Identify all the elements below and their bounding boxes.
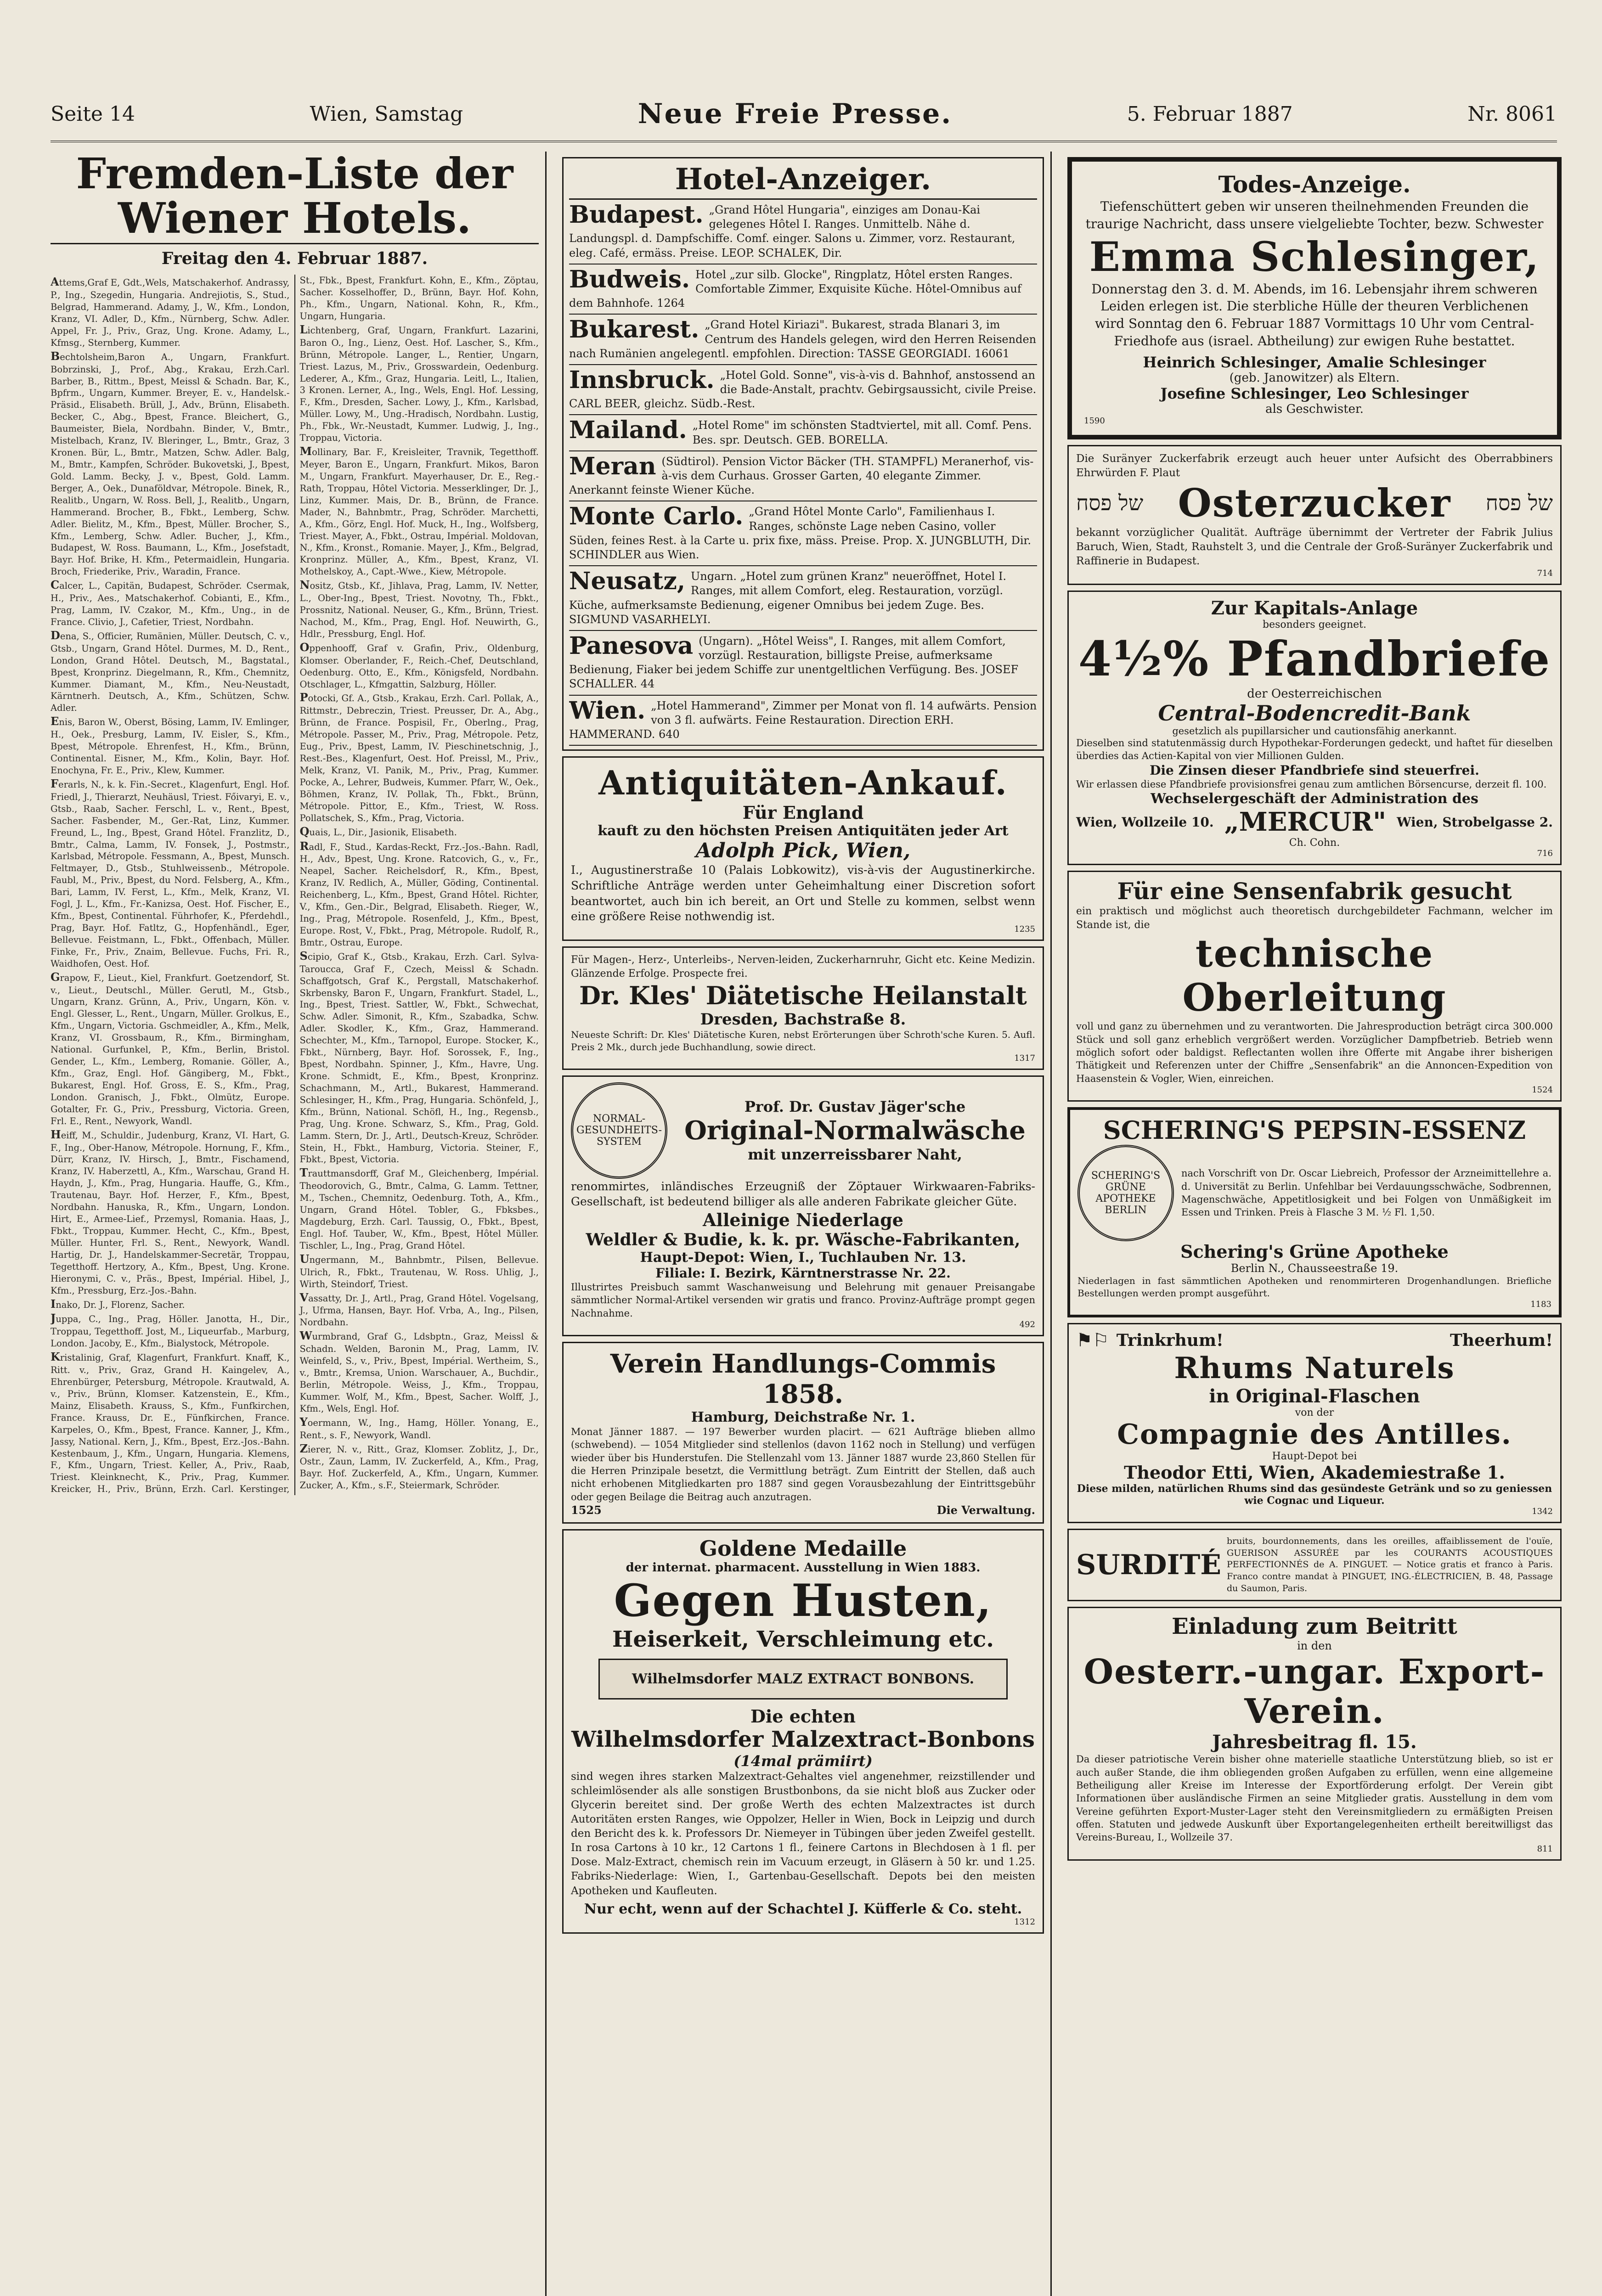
section-text: eiff, M., Schuldir., Judenburg, Kranz, VI. Hart, G. F., Ing., Ober-Hanow, Métropole. Hornung, F., Kfm., Dürr, Kranz, IV. Hirsch, J., Bmtr., Fischamend, Kranz, IV. Haberzettl, A., Kfm., Warschau, Grand H. Haydn, J., Kfm., Prag, Hungaria. Hauffe, G., Kfm., Trautenau, Bayr. Hof. Herzer, F., Kfm., Bpest, Nordbahn. Hanuska, R., Kfm., Ungarn, London. Hirt, E., Armee-Lief., Przemysl, Romania. Haas, J., Fbkt., Troppau, Kummer. Hecht, C., Kfm., Bpest, Müller. Hunter, Frl. S., Rent., Newyork, Wandl. Hartig, Dr. J., Handelskammer-Secretär, Troppau, Tegetthoff. Hertzory, A., Kfm., Bpest, Ung. Krone. Hieronymi, C. v., Präs., Bpest, Impérial. Hibel, J., Kfm., Pressburg, Erz.-Jos.-Bahn.	[51, 1130, 290, 1296]
section-letter: Y	[299, 1415, 308, 1429]
guest-list-section	[300, 1328, 539, 1414]
guest-list-date: Freitag den 4. Februar 1887.	[161, 249, 428, 269]
pfandbriefe-sub: besonders geeignet.	[1263, 619, 1366, 631]
guest-list-section	[300, 1290, 539, 1329]
hotel-description: Hotel „zur silb. Glocke", Ringplatz, Hôtel ersten Ranges. Comfortable Zimmer, Exquisite Küche. Hôtel-Omnibus auf dem Bahnhofe. 1264	[569, 268, 1021, 310]
pepsin-pharmacy: Schering's Grüne Apotheke	[1180, 1241, 1449, 1262]
section-letter: H	[51, 1127, 61, 1141]
antiquities-number: 1235	[1014, 924, 1035, 934]
section-letter: O	[299, 640, 310, 654]
normal-depot: Haupt-Depot: Wien, I., Tuchlauben Nr. 13.	[640, 1249, 966, 1266]
bonbons-lead: Die echten	[750, 1706, 856, 1727]
pepsin-text: nach Vorschrift von Dr. Oscar Liebreich, Professor der Arzneimittellehre a. d. Universität zu Berlin. Unfehlbar bei Verdauungsschwäche, Sodbrennen, Magenschwäche, Appetitlosigkeit und bei Folgen von Unmäßigkeit im Essen und Trinken. Preis à Flasche 3 M. ½ Fl. 1,50.	[1181, 1168, 1551, 1218]
scythe-title: technische Oberleitung	[1182, 932, 1447, 1020]
guest-list-section	[51, 970, 290, 1127]
pfandbriefe-note: gesetzlich als pupillarsicher und cautionsfähig anerkannt.	[1172, 726, 1457, 737]
guest-list-section	[51, 777, 290, 970]
hotel-entry	[569, 566, 1037, 631]
scythe-number: 1524	[1532, 1085, 1553, 1095]
section-text: ngermann, M., Bahnbmtr., Pilsen, Bellevue. Ulrich, R., Fbkt., Trautenau, W. Ross. Uhlig, J., Wirth, Steindorf, Triest.	[299, 1254, 539, 1289]
crossed-flags-icon: ⚑⚐	[1076, 1330, 1109, 1351]
bonbons-text: sind wegen ihres starken Malzextract-Gehaltes viel angenehmer, reizstillender und schleimlösender als alle sonstigen Brustbonbons, da sie nicht bloß aus Zucker oder Glycerin bereitet sind. Der große Werth des echten Malzextractes ist durch Autoritäten ersten Ranges, wie Oppolzer, Heller in Wien, Bock in Leipzig und durch den Bericht des k. k. Professors Dr. Niemeyer in Tübingen über jeden Zweifel gestellt. In rosa Cartons à 10 kr., 12 Cartons 1 fl., feinere Cartons in Blechdosen à 1 fl. per Dose. Malz-Extract, chemisch rein im Vacuum erzeugt, in Gläsern à 50 kr. und 1.25. Fabriks-Niederlage: Wien, I., Gartenbau-Gesellschaft. Depots bei den meisten Apotheken und Kaufleuten.	[571, 1771, 1035, 1897]
section-letter: Q	[299, 824, 310, 838]
surdite-text: bruits, bourdonnements, dans les oreilles, affaiblissement de l'ouïe, GUERISON ASSURÉE par les COURANTS ACOUSTIQUES PERFECTIONNÉS de A. PINGUET. — Notice gratis et franco à Paris. Franco contre mandat à PINGUET, ING.-ÉLECTRICIEN, B. 48, Passage du Saumon, Paris.	[1227, 1536, 1553, 1593]
bonbons-title: Gegen Husten,	[614, 1575, 993, 1627]
pfandbriefe-owner: Ch. Cohn.	[1289, 837, 1340, 849]
parents: Heinrich Schlesinger, Amalie Schlesinger	[1143, 353, 1486, 371]
pfandbriefe-rate: 4½% Pfandbriefe	[1078, 630, 1551, 687]
hotel-city: Monte Carlo.	[569, 502, 744, 531]
guest-list-section	[300, 578, 539, 640]
rhums-company: Compagnie des Antilles.	[1117, 1418, 1512, 1451]
section-text: ichtenberg, Graf, Ungarn, Frankfurt. Lazarini, Baron O., Ing., Lienz, Oest. Hof. Lascher, S., Kfm., Brünn, Métropole. Langer, L., Rentier, Ungarn, Triest. Lazus, M., Priv., Grosswardein, Oedenburg. Lederer, A., Kfm., Graz, Hungaria. Leitl, L., Italien, 3 Kronen. Lerner, A., Ing., Wels, Engl. Hof. Lessing, F., Kfm., Dresden, Sacher. Lowy, J., Kfm., Karlsbad, Müller. Lowy, M., Ung.-Hradisch, Nordbahn. Lustig, Ph., Fbk., Wr.-Neustadt, Kummer. Ludwig, J., Ing., Troppau, Victoria.	[299, 325, 539, 444]
hotel-entry	[569, 501, 1037, 566]
section-text: ppenhooff, Graf v. Grafin, Priv., Oldenburg, Klomser. Oberlander, F., Reich.-Chef, Deutschland, Oedenburg. Otto, E., Kfm., Königsfeld, Nordbahn. Otschlager, L., Kfmgattin, Salzburg, Höller.	[299, 642, 539, 690]
section-text: echtolsheim,Baron A., Ungarn, Frankfurt. Bobrzinski, J., Prof., Abg., Krakau, Erzh.Carl. Barber, B., Rittm., Bpest, Meissl & Schadn. Bar, K., Bpfrm., Ungarn, Kummer. Breyer, E. v., Handelsk.-Präsid., Elisabeth. Brüll, J., Adv., Brünn, Elisabeth. Becker, C., Abg., Bpest, France. Bleichert, G., Baumeister, Biela, Nordbahn. Binder, V., Bmtr., Mistelbach, Kranz, IV. Bleringer, L., Bmtr., Graz, 3 Kronen. Bür, L., Bmtr., Matzen, Schw. Adler. Balg, M., Bmtr., Kampfen, Schröder. Bukovetski, J., Bpest, Gold. Lamm. Becky, J. v., Bpest, Gold. Lamm. Berger, A., Oek., Dunaföldvar, Métropole. Binek, R., Realitb., Ungarn, W. Ross. Bell, J., Realitb., Ungarn, Hammerand. Brocher, B., Fbkt., Lemberg, Schw. Adler. Bielitz, M., Kfm., Bpest, Müller. Brocher, S., Kfm., Lemberg, Schw. Adler. Bucher, J., Kfm., Budapest, W. Ross. Baumann, L., Kfm., Josefstadt, Bayr. Hof. Brike, H. Kfm., Petermaidlein, Hungaria. Broch, Friederike, Priv., Waradin, France.	[51, 351, 290, 577]
issue-date: 5. Februar 1887	[1127, 102, 1293, 126]
guest-list-section	[300, 1252, 539, 1290]
hebrew-left: של פסח	[1076, 490, 1144, 516]
pepsin-emblem	[1077, 1145, 1174, 1241]
bonbons-subtitle: Heiserkeit, Verschleimung etc.	[612, 1626, 994, 1653]
guest-list-section	[300, 1165, 539, 1251]
hotel-entry	[569, 365, 1037, 416]
mercur-name: „MERCUR"	[1224, 807, 1387, 838]
rhums-title: Rhums Naturels	[1174, 1351, 1455, 1386]
emblem-text: NORMAL-GESUNDHEITS-SYSTEM	[576, 1113, 662, 1148]
heilanstalt-city: Dresden, Bachstraße 8.	[700, 1010, 906, 1029]
death-notice-number: 1590	[1084, 416, 1105, 426]
bonbons-number: 1312	[1014, 1917, 1035, 1927]
antiquities-text: I., Augustinerstraße 10 (Palais Lobkowitz), vis-à-vis der Augustinerkirche. Schriftliche Anträge werden unter Geheimhaltung einer Discretion sofort beantwortet, auch bin ich bereit, an Ort und Stelle zu kommen, selbst wenn eine größere Reise nothwendig ist.	[571, 863, 1035, 923]
normal-subtitle: mit unzerreissbarer Naht,	[748, 1145, 962, 1163]
hotel-description: (Südtirol). Pension Victor Bäcker (TH. STAMPFL) Meranerhof, vis-à-vis dem Curhaus. Grosser Garten, 40 elegante Zimmer. Anerkannt feinste Wiener Küche.	[569, 455, 1034, 497]
hotel-city: Mailand.	[569, 416, 687, 445]
section-text: uais, L., Dir., Jasionik, Elisabeth.	[309, 827, 457, 838]
antiquities-lead: kauft zu den höchsten Preisen Antiquitäten jeder Art	[598, 823, 1009, 839]
section-text: rapow, F., Lieut., Kiel, Frankfurt. Goetzendorf, St. v., Lieut., Deutschl., Müller. Gerutl, M., Gtsb., Ungarn, Kranz. Grünn, A., Priv., Ungarn, Kön. v. Engl. Glesser, L., Rent., Ungarn, Müller. Grolkus, E., Kfm., Ungarn, Victoria. Gschmeidler, A., Kfm., Melk, Kranz, VI. Grossbaum, R., Kfm., Birmingham, National. Gurfunkel, P., Kfm., Berlin, Bristol. Gender, L., Kfm., Lemberg, Romanie. Göller, A., Kfm., Graz, Engl. Hof. Gängiberg, M., Fbkt., Bukarest, Engl. Hof. Gross, E. S., Kfm., Prag, London. Granisch, J., Fbkt., Olmütz, Europe. Gotalter, Fr. G., Priv., Pressburg, Victoria. Green, Frl. E., Rent., Newyork, Wandl.	[51, 972, 290, 1126]
section-letter: L	[299, 322, 308, 336]
bonbon-box-illustration	[598, 1659, 1008, 1699]
pfandbriefe-ad	[1067, 591, 1562, 865]
section-letter: K	[51, 1350, 60, 1364]
hotel-city: Panesova	[569, 631, 694, 660]
section-letter: T	[299, 1166, 308, 1180]
middle-column	[556, 152, 1052, 2296]
normal-footer: Illustrirtes Preisbuch sammt Waschanweisung und Belehrung mit genauer Preisangabe sämmtlicher Normal-Artikel versenden wir gratis und franco. Provinz-Aufträge prompt gegen Nachnahme.	[571, 1282, 1035, 1319]
bonbons-ad	[562, 1529, 1044, 1933]
guest-list-section	[300, 690, 539, 824]
pfandbriefe-issuer: Central-Bodencredit-Bank	[1158, 701, 1471, 726]
pfandbriefe-office: Wechselergeschäft der Administration des	[1151, 791, 1478, 807]
bonbons-medal: Goldene Medaille	[699, 1536, 907, 1561]
export-ad	[1067, 1607, 1562, 1860]
section-letter: U	[299, 1252, 310, 1266]
pfandbriefe-tax: Die Zinsen dieser Pfandbriefe sind steuerfrei.	[1150, 762, 1479, 778]
rhums-note: Diese milden, natürlichen Rhums sind das gesündeste Getränk und so zu geniessen wie Cognac und Liqueur.	[1077, 1483, 1552, 1507]
hotel-description: „Grand Hotel Kiriazi". Bukarest, strada Blanari 3, im Centrum des Handels gelegen, wird den Herren Reisenden nach Rumänien angelegentl. empfohlen. Direction: TASSE GEORGIADI. 16061	[569, 318, 1037, 360]
section-letter: S	[299, 949, 308, 962]
verein-city: Hamburg, Deichstraße Nr. 1.	[691, 1409, 915, 1426]
scythe-lead: ein praktisch und möglichst auch theoretisch durchgebildeter Fachmann, welcher im Stande ist, die	[1076, 906, 1553, 931]
hotel-guest-list	[51, 152, 547, 2296]
rhums-from: von der	[1295, 1407, 1334, 1419]
normal-text: renommirtes, inländisches Erzeugniß der Zöptauer Wirkwaaren-Fabriks-Gesellschaft, ist bedeutend billiger als alle anderen Fabrikate gleicher Güte.	[571, 1179, 1035, 1209]
guest-list-section	[300, 949, 539, 1166]
hotel-city: Neusatz,	[569, 567, 686, 596]
normal-system-emblem	[571, 1082, 667, 1179]
export-head: Einladung zum Beitritt	[1172, 1614, 1457, 1640]
guest-list-section	[300, 1441, 539, 1492]
guest-list-section	[300, 640, 539, 691]
guest-list-section	[51, 1127, 290, 1297]
parents-note: (geb. Janowitzer) als Eltern.	[1229, 371, 1400, 385]
hotel-entry	[569, 696, 1037, 746]
section-text: otocki, Gf. A., Gtsb., Krakau, Erzh. Carl. Pollak, A., Rittmstr., Debreczin, Triest. Preusser, Dr. A., Abg., Brünn, de France. Pospisil, Fr., Oberlng., Prag, Métropole. Passer, M., Priv., Prag, Métropole. Petz, Eug., Priv., Bpest, Lamm, IV. Pieschinetschnig, J., Rest.-Bes., Klagenfurt, Oest. Hof. Preissl, M., Priv., Melk, Kranz, VI. Panik, M., Priv., Prag, Kummer. Pocke, A., Lehrer, Budweis, Kummer. Pfarr, W., Oek., Böhmen, Kranz, IV. Pollak, Th., Fbkt., Brünn, Métropole. Pittor, E., Kfm., Triest, W. Ross. Pollatschek, S., Kfm., Prag, Victoria.	[299, 693, 539, 823]
verein-signature: Die Verwaltung.	[936, 1503, 1035, 1517]
scythe-head: Für eine Sensenfabrik gesucht	[1117, 878, 1512, 905]
normal-company: Weldler & Budie, k. k. pr. Wäsche-Fabrikanten,	[586, 1230, 1021, 1250]
siblings-note: als Geschwister.	[1265, 402, 1364, 416]
hotel-entry	[569, 631, 1037, 696]
surdite-ad	[1067, 1529, 1562, 1601]
hotel-entry	[569, 200, 1037, 264]
guest-list-section	[300, 1415, 539, 1441]
guest-list-section	[300, 322, 539, 444]
section-text: urmbrand, Graf G., Ldsbptn., Graz, Meissl & Schadn. Welden, Baronin M., Prag, Lamm, IV. Weinfeld, S., v., Priv., Bpest, Impérial. Wertheim, S., v., Bmtr., Kremsa, Union. Warschauer, A., Buchdir., Berlin, Métropole. Weiss, J., Kfm., Troppau, Kummer. Wolf, M., Kfm., Bpest, Sacher. Wolff, J., Kfm., Wels, Engl. Hof.	[299, 1331, 539, 1414]
hotel-description: (Ungarn). „Hôtel Weiss", I. Ranges, mit allem Comfort, vorzügl. Restauration, billigste Preise, aufmerksame Bedienung, Fiaker bei jedem Schiffe zur unentgeltlichen Verfügung. Bes. JOSEF SCHALLER. 44	[569, 634, 1019, 691]
section-letter: M	[299, 445, 312, 458]
guest-list-section	[300, 839, 539, 949]
rhums-number: 1342	[1532, 1507, 1553, 1517]
pfandbriefe-offer: Wir erlassen diese Pfandbriefe provisionsfrei genau zum amtlichen Börsencurse, derzeit fl. 100.	[1076, 778, 1547, 790]
scythe-text: voll und ganz zu übernehmen und zu verantworten. Die Jahresproduction beträgt circa 300.000 Stück und soll ganz erheblich vergrößert werden. Vorzüglicher Dampfbetrieb. Betrieb wenn möglich sofort oder baldigst. Reflectanten wollen ihre Offerte mit Angabe ihrer bisherigen Thätigkeit und Referenzen unter der Chiffre „Sensenfabrik" an die Annoncen-Expedition von Haasenstein & Vogler, Wien, einreichen.	[1076, 1021, 1553, 1084]
guest-list-title: Fremden-Liste der Wiener Hotels.	[51, 152, 539, 244]
section-letter: I	[51, 1297, 56, 1311]
section-letter: R	[299, 839, 309, 853]
section-text: nako, Dr. J., Florenz, Sacher.	[56, 1299, 185, 1310]
guest-list-section	[51, 275, 290, 349]
verein-title: Verein Handlungs-Commis 1858.	[610, 1349, 996, 1410]
bonbon-box-label: Wilhelmsdorfer MALZ EXTRACT BONBONS.	[632, 1671, 975, 1688]
place-day: Wien, Samstag	[310, 102, 463, 126]
section-text: rauttmansdorff, Graf M., Gleichenberg, Impérial. Theodorovich, G., Bmtr., Calma, G. Lamm. Tettner, M., Tschen., Chemnitz, Oedenburg. Toth, A., Kfm., Ungarn, Grand Hôtel. Tobler, G., Fbksbes., Magdeburg, Erzh. Carl. Taussig, O., Fbkt., Bpest, Engl. Hof. Tauber, W., Kfm., Bpest, Hôtel Müller. Tischler, L., Ing., Prag, Grand Hôtel.	[299, 1168, 539, 1251]
section-letter: V	[299, 1290, 309, 1304]
antiquities-title: Antiquitäten-Ankauf.	[598, 763, 1008, 803]
export-fee: Jahresbeitrag fl. 15.	[1212, 1731, 1417, 1753]
normal-underwear-ad	[562, 1075, 1044, 1337]
pfandbriefe-text: Dieselben sind statutenmässig durch Hypothekar-Forderungen gedeckt, und haftet für dieselben überdies das Actien-Kapital von vier Millionen Gulden.	[1076, 737, 1553, 762]
rhums-left: Trinkrhum!	[1116, 1331, 1224, 1351]
verein-ad	[562, 1342, 1044, 1524]
siblings: Josefine Schlesinger, Leo Schlesinger	[1160, 384, 1469, 402]
death-notice-title: Todes-Anzeige.	[1218, 171, 1411, 198]
hotel-entries	[569, 200, 1037, 746]
section-text: cipio, Graf K., Gtsb., Krakau, Erzh. Carl. Sylva-Taroucca, Graf F., Czech, Meissl & Schadn. Schaffgotsch, Graf K., Pergstall, Matschakerhof. Skrbensky, Baron F., Ungarn, Frankfurt. Stadel, L., Ing., Bpest, Triest. Sattler, W., Fbkt., Schwechat, Schw. Adler. Simonit, R., Kfm., Szabadka, Schw. Adler. Skodler, K., Kfm., Graz, Hammerand. Schechter, M., Kfm., Tarnopol, Europe. Stocker, K., Fbkt., Nürnberg, Bayr. Hof. Sorossek, F., Ing., Bpest, Nordbahn. Spinner, J., Kfm., Havre, Ung. Krone. Schmidt, E., Kfm., Bpest, Kronprinz. Schachmann, M., Artl., Bukarest, Hammerand. Schlesinger, H., Kfm., Prag, Hungaria. Schönfeld, J., Kfm., Brünn, National. Schöfl, H., Ing., Regensb., Prag, Ung. Krone. Schwarz, S., Kfm., Prag, Gold. Lamm. Stern, Dr. J., Artl., Deutsch-Kreuz, Schröder. Stein, H., Fbkt., Hamburg, Victoria. Steiner, F., Fbkt., Bpest, Victoria.	[299, 951, 539, 1165]
section-letter: Z	[299, 1441, 308, 1455]
hotel-entry	[569, 451, 1037, 502]
heilanstalt-title: Dr. Kles' Diätetische Heilanstalt	[579, 980, 1027, 1010]
hebrew-right: של פסח	[1485, 490, 1553, 516]
antiquities-subtitle: Für England	[742, 802, 864, 823]
pepsin-emblem-text: SCHERING'S GRÜNE APOTHEKE BERLIN	[1091, 1170, 1161, 1216]
section-text: oermann, W., Ing., Hamg, Höller. Yonang, E., Rent., s. F., Newyork, Wandl.	[299, 1417, 539, 1441]
section-text: erarls, N., k. k. Fin.-Secret., Klagenfurt, Engl. Hof. Friedl, J., Thierarzt, Neuhäusl, Triest. Főivaryi, E. v., Gtsb., Raab, Sacher. Ferschl, L. v., Rent., Bpest, Sacher. Fasbender, M., Ger.-Rat, Linz, Kummer. Freund, L., Ing., Bpest, Grand Hôtel. Franzlitz, D., Bmtr., Calma, Lamm, IV. Fonsek, J., Postmstr., Karlsbad, Métropole. Fessmann, A., Bpest, Munsch. Feltmayer, D., Gtsb., Stuhlweissenb., Métropole. Faubl, M., Priv., Bpest, du Nord. Felsberg, A., Kfm., Bari, Lamm, IV. Ferst, L., Kfm., Melk, Kranz, VI. Fogl, J. L., Kfm., Fr.-Kanizsa, Oest. Hof. Fischer, E., Kfm., Bpest, Continental. Führhofer, K., Pferdehdl., Prag, Bayr. Hof. Fatltz, G., Hopfenhändl., Eger, Bellevue. Feistmann, L., Fbkt., Offenbach, Müller. Finke, Fr., Priv., Znaim, Bellevue. Fuchs, Fri. R., Waidhofen, Oest. Hof.	[51, 779, 290, 969]
pfandbriefe-number: 716	[1537, 849, 1553, 859]
section-text: alcer, L., Capitän, Budapest, Schröder. Csermak, H., Priv., Aes., Matschakerhof. Cobianti, E., Kfm., Prag, Lamm, IV. Czakor, M., Kfm., Ung., in de France. Clivio, J., Cafetier, Triest, Nordbahn.	[51, 580, 290, 627]
hotel-advertiser	[562, 157, 1044, 751]
section-letter: D	[51, 628, 60, 642]
export-number: 811	[1537, 1844, 1553, 1854]
section-letter: G	[51, 970, 60, 984]
bonbons-footer: Nur echt, wenn auf der Schachtel J. Küfferle & Co. steht.	[584, 1901, 1022, 1917]
hotel-entry	[569, 415, 1037, 451]
deceased-name: Emma Schlesinger,	[1089, 232, 1540, 281]
section-letter: E	[51, 715, 59, 728]
section-letter: N	[299, 578, 310, 592]
masthead	[51, 87, 1557, 142]
verein-text: Monat Jänner 1887. — 197 Bewerber wurden placirt. — 621 Aufträge blieben allmo (schwebend). — 1054 Mitglieder sind stellenlos (davon 1162 noch in Stellung) und verfügen wieder über bis Hunderstufen. Die Stellenzahl vom 13. Jänner 1887 wurde 23,860 Stellen für die Herren Prinzipale besetzt, die Vermittlung beträgt. Zum Eintritt der Stellen, daß auch nicht erhobenen Mitgliedkarten pro 1887 sind gegen Vorausbezahlung der Eintrittsgebühr oder gegen Beilage die Beitrag auch anzutragen.	[571, 1426, 1035, 1503]
death-notice-text2: Donnerstag den 3. d. M. Abends, im 16. Lebensjahr ihrem schweren Leiden erlegen ist. Die sterbliche Hülle der theuren Verblichenen wird Sonntag den 6. Februar 1887 Vormittags 10 Uhr vom Central-Friedhofe aus (israel. Abtheilung) zur ewigen Ruhe bestattet.	[1091, 281, 1538, 349]
hotel-description: „Hotel Gold. Sonne", vis-à-vis d. Bahnhof, anstossend an die Bade-Anstalt, prachtv. Gebirgsaussicht, civile Preise. CARL BEER, gleichz. Südb.-Rest.	[569, 368, 1037, 411]
export-pre: in den	[1297, 1639, 1332, 1653]
section-letter: P	[299, 691, 308, 704]
guest-list-section	[300, 824, 539, 839]
rhums-ad	[1067, 1323, 1562, 1523]
hotel-city: Bukarest.	[569, 315, 699, 344]
normal-head: Prof. Dr. Gustav Jäger'sche	[744, 1097, 966, 1115]
verein-number: 1525	[571, 1503, 602, 1517]
pfandbriefe-address-left: Wien, Wollzeile 10.	[1076, 814, 1214, 830]
pfandbriefe-address-right: Wien, Strobelgasse 2.	[1397, 814, 1553, 830]
pepsin-ad	[1067, 1107, 1562, 1317]
hotel-description: „Hotel Rome" im schönsten Stadtviertel, mit all. Comf. Pens. Bes. spr. Deutsch. GEB. BORELLA.	[692, 419, 1032, 446]
pepsin-dealers: Niederlagen in fast sämmtlichen Apotheken und renommirteren Drogenhandlungen. Briefliche Bestellungen werden prompt ausgeführt.	[1077, 1275, 1551, 1299]
section-text: ositz, Gtsb., Kf., Jihlava, Prag, Lamm, IV. Netter, L., Ober-Ing., Bpest, Triest. Novotny, Th., Fbkt., Prossnitz, National. Neuser, G., Kfm., Brünn, Triest. Nachod, M., Kfm., Prag, Engl. Hof. Neuwirth, G., Hdlr., Pressburg, Engl. Hof.	[299, 580, 539, 639]
section-text: ollinary, Bar. F., Kreisleiter, Travnik, Tegetthoff. Meyer, Baron E., Ungarn, Frankfurt. Mikos, Baron M., Ungarn, Frankfurt. Mayerhauser, Dr. E., Reg.-Rath, Troppau, Hôtel Victoria. Messerklinger, Dr. J., Linz, Kummer. Mais, Dr. B., Brünn, de France. Mader, N., Bahnbmtr., Prag, Schröder. Marchetti, A., Kfm., Görz, Engl. Hof. Muck, H., Ing., Wolfsberg, Triest. Mayer, A., Fbkt., Ostrau, Impérial. Moldovan, N., Kfm., Kronst., Romanie. Mayer, J., Kfm., Belgrad, Kronprinz. Müller, A., Kfm., Bpest, Kranz, VI. Mothelskoy, A., Capt.-Wwe., Kiew, Métropole.	[299, 447, 539, 577]
pepsin-number: 1183	[1530, 1300, 1551, 1310]
section-text: ierer, N. v., Ritt., Graz, Klomser. Zoblitz, J., Dr., Ostr., Zaun, Lamm, IV. Zuckerfeld, A., Kfm., Prag, Bayr. Hof. Zuckerfeld, A., Kfm., Ungarn, Kummer. Zucker, A., Kfm., s.F., Steiermark, Schröder.	[299, 1444, 539, 1491]
hotel-description: „Grand Hôtel Monte Carlo", Familienhaus I. Ranges, schönste Lage neben Casino, voller Süden, feines Rest. à la Carte u. prix fixe, mäss. Preise. Prop. X. JUNGBLUTH, Dir. SCHINDLER aus Wien.	[569, 505, 1031, 561]
hotel-entry	[569, 315, 1037, 365]
pfandbriefe-issuer-pre: der Oesterreichischen	[1247, 687, 1382, 701]
section-text: uppa, C., Ing., Prag, Höller. Janotta, H., Dir., Troppau, Tegetthoff. Jost, M., Liqueurfab., Marburg, London. Jacoby, E., Kfm., Bialystock, Métropole.	[51, 1314, 290, 1349]
hotel-city: Innsbruck.	[569, 366, 715, 394]
antiquities-name: Adolph Pick, Wien,	[695, 839, 911, 863]
pepsin-title: SCHERING'S PEPSIN-ESSENZ	[1103, 1115, 1526, 1145]
hotel-description: „Grand Hôtel Hungaria", einziges am Donau-Kai gelegenes Hôtel I. Ranges. Unmittelb. Nähe d. Landungspl. d. Dampfschiffe. Comf. einger. Salons u. Zimmer, vorz. Restaurant, eleg. Café, ermäss. Preise. LEOP. SCHALEK, Dir.	[569, 203, 1015, 259]
section-text: adl, F., Stud., Kardas-Reckt, Frz.-Jos.-Bahn. Radl, H., Adv., Bpest, Ung. Krone. Ratcovich, G., v., Fr., Neapel, Sacher. Reichelsdorf, R., Kfm., Bpest, Kranz, IV. Redlich, A., Müller, Göding, Continental. Reichenberg, L., Kfm., Bpest, Grand Hôtel. Richter, V., Kfm., Gen.-Dir., Belgrad, Elisabeth. Rieger, W., Ing., Prag, Métropole. Rosenfeld, J., Kfm., Bpest, Europe. Rost, V., Fbkt., Prag, Métropole. Rudolf, R., Bmtr., Ostrau, Europe.	[299, 841, 539, 948]
newspaper-title: Neue Freie Presse.	[637, 98, 953, 130]
export-title: Oesterr.-ungar. Export-Verein.	[1083, 1652, 1546, 1732]
rhums-sub: in Original-Flaschen	[1209, 1385, 1420, 1407]
sugar-number: 714	[1537, 568, 1553, 579]
sugar-text: bekannt vorzüglicher Qualität. Aufträge übernimmt der Vertreter der Fabrik Julius Baruch, Wien, Stadt, Rauhstelt 3, und die Centrale der Groß-Suränyer Zuckerfabrik und Raffinerie in Budapest.	[1076, 526, 1553, 567]
normal-sole-depot: Alleinige Niederlage	[703, 1210, 903, 1231]
normal-number: 492	[1019, 1320, 1035, 1330]
right-column	[1061, 152, 1562, 2296]
normal-title: Original-Normalwäsche	[684, 1115, 1026, 1146]
bonbons-exhibition: der internat. pharmacent. Ausstellung in Wien 1883.	[626, 1561, 981, 1575]
hotel-city: Wien.	[569, 696, 646, 725]
guest-list-text	[51, 275, 539, 1495]
hotel-city: Budweis.	[569, 265, 690, 293]
heilanstalt-ad	[562, 946, 1044, 1069]
section-letter: J	[51, 1311, 56, 1325]
heilanstalt-head: Für Magen-, Herz-, Unterleibs-, Nerven-leiden, Zuckerharnruhr, Gicht etc. Keine Medizin. Glänzende Erfolge. Prospecte frei.	[571, 954, 1035, 979]
guest-list-section	[51, 1297, 290, 1311]
heilanstalt-number: 1317	[1014, 1053, 1035, 1063]
guest-list-section	[51, 1311, 290, 1350]
page-number: Seite 14	[51, 102, 135, 126]
rhums-depot: Haupt-Depot bei	[1272, 1451, 1357, 1463]
hotel-description: Ungarn. „Hotel zum grünen Kranz" neueröffnet, Hotel I. Ranges, mit allem Comfort, eleg. Restauration, vorzügl. Küche, aufmerksamste Bedienung, eigener Omnibus bei jedem Zuge. Bes. SIGMUND VASARHELYI.	[569, 570, 1007, 626]
section-letter: A	[51, 275, 59, 289]
section-text: ttems,Graf E, Gdt.,Wels, Matschakerhof. Andrassy, P., Ing., Szegedin, Hungaria. Andrejiotis, S., Stud., Belgrad, Hammerand. Adamy, J., W., Kfm., London, Kranz, VI. Adler, D., Kfm., Nürnberg, Schw. Adler. Appel, Fr. J., Priv., Graz, Ung. Krone. Adamy, L., Kfmsg., Sternberg, Kummer.	[51, 277, 290, 348]
pfandbriefe-head: Zur Kapitals-Anlage	[1211, 597, 1418, 619]
hotel-advertiser-title: Hotel-Anzeiger.	[569, 162, 1037, 200]
issue-number: Nr. 8061	[1467, 102, 1557, 126]
scythe-ad	[1067, 871, 1562, 1102]
sugar-intro: Die Suränyer Zuckerfabrik erzeugt auch heuer unter Aufsicht des Oberrabbiners Ehrwürden F. Plaut	[1076, 452, 1553, 479]
guest-list-section	[51, 578, 290, 628]
death-notice	[1067, 157, 1562, 439]
antiquities-ad	[562, 756, 1044, 941]
hotel-city: Meran	[569, 452, 656, 480]
sugar-title: Osterzucker	[1178, 480, 1451, 526]
rhums-dealer: Theodor Etti, Wien, Akademiestraße 1.	[1124, 1462, 1505, 1483]
section-letter: W	[299, 1329, 312, 1343]
export-text: Da dieser patriotische Verein bisher ohne materielle staatliche Unterstützung blieb, so ist er auch außer Stande, die ihm obliegenden großen Aufgaben zu erfüllen, wenn eine allgemeine Betheiligung aller Kreise im Interesse der Exportförderung erfolgt. Der Verein gibt Informationen über ausländische Firmen an seine Mitglieder gratis. Ausstellung in dem vom Vereine geführten Export-Muster-Lager steht den Vereinsmitgliedern zu ermäßigten Preisen offen. Statuten und jedwede Auskunft über Exportangelegenheiten ertheilt bereitwilligst das Vereins-Bureau, I., Wollzeile 37.	[1076, 1754, 1553, 1843]
sugar-ad	[1067, 445, 1562, 585]
hotel-city: Budapest.	[569, 201, 704, 229]
surdite-title: SURDITÉ	[1076, 1549, 1221, 1581]
guest-list-section	[51, 628, 290, 714]
hotel-description: „Hotel Hammerand", Zimmer per Monat von fl. 14 aufwärts. Pension von 3 fl. aufwärts. Feine Restauration. Direction ERH. HAMMERAND. 640	[569, 699, 1037, 741]
section-text: nis, Baron W., Oberst, Bösing, Lamm, IV. Emlinger, H., Oek., Presburg, Lamm, IV. Eisler, S., Kfm., Bpest, Métropole. Ehrenfest, H., Kfm., Brünn, Continental. Eisner, M., Kfm., Kolin, Bayr. Hof. Enochyna, Fr. E., Priv., Klew, Kummer.	[51, 717, 290, 776]
bonbons-award: (14mal prämiirt)	[733, 1752, 873, 1770]
hotel-entry	[569, 264, 1037, 315]
bonbons-name: Wilhelmsdorfer Malzextract-Bonbons	[571, 1727, 1035, 1753]
section-letter: B	[51, 349, 60, 363]
heilanstalt-text: Neueste Schrift: Dr. Kles' Diätetische Kuren, nebst Erörterungen über Schroth'sche Kuren. 5. Aufl. Preis 2 Mk., durch jede Buchhandlung, sowie direct.	[571, 1029, 1035, 1052]
section-letter: F	[51, 777, 59, 790]
death-notice-text1: Tiefenschüttert geben wir unseren theilnehmenden Freunden die traurige Nachricht, dass unsere vielgeliebte Tochter, bezw. Schwester	[1085, 199, 1544, 231]
rhums-right: Theerhum!	[1450, 1331, 1553, 1351]
pepsin-address: Berlin N., Chausseestraße 19.	[1230, 1262, 1399, 1275]
guest-list-section	[51, 349, 290, 578]
section-text: ena, S., Officier, Rumänien, Müller. Deutsch, C. v., Gtsb., Ungarn, Grand Hôtel. Durmes, M. D., Rent., London, Grand Hôtel. Deutsch, M., Bagstatal., Bpest, Kronprinz. Diegelmann, R., Kfm., Chemnitz, Kummer. Diamant, M., Kfm., Neu-Neustadt, Kärntnerh. Deutsch, A., Kfm., Schützen, Schw. Adler.	[51, 630, 290, 714]
section-text: assatty, Dr. J., Artl., Prag, Grand Hôtel. Vogelsang, J., Ufrma, Hansen, Bayr. Hof. Vrba, A., Ing., Pilsen, Nordbahn.	[299, 1293, 539, 1328]
guest-list-section	[300, 444, 539, 578]
normal-branch: Filiale: I. Bezirk, Kärntnerstrasse Nr. 22.	[655, 1266, 951, 1281]
section-letter: C	[51, 578, 60, 592]
guest-list-section	[51, 714, 290, 777]
section-text: ristalinig, Graf, Klagenfurt, Frankfurt. Knaff, K., Ritt. v., Priv., Graz, Grand H. Kaingelev, A., Ehrenbürger, Petersburg, Métropole. Krautwald, A. v., Priv., Brünn, Klomser. Katzenstein, E., Kfm., Mainz, Elisabeth. Krauss, S., Kfm., Funfkirchen, France. Krauss, Dr. E., Fünfkirchen, France. Karpeles, O., Kfm., Bpest, France. Kanner, J., Kfm., Jassy, National. Kern, J., Kfm., Bpest, Erz.-Jos.-Bahn. Kestenbaum, J., Kfm., Ungarn, Hungaria. Klemens, F., Kfm., Ungarn, Triest. Keller, A., Priv., Raab, Triest. Kleinknecht, K., Priv., Prag, Kummer. Kreicker, H., Priv., Brünn, Erzh. Carl. Kerstinger, St., Fbk., Bpest, Frankfurt. Kohn, E., Kfm., Zöptau, Sacher. Kosselhoffer, D., Brünn, Bayr. Hof. Kohn, Ph., Kfm., Ungarn, National. Kohn, R., Kfm., Ungarn, Hungaria.	[51, 275, 539, 1495]
